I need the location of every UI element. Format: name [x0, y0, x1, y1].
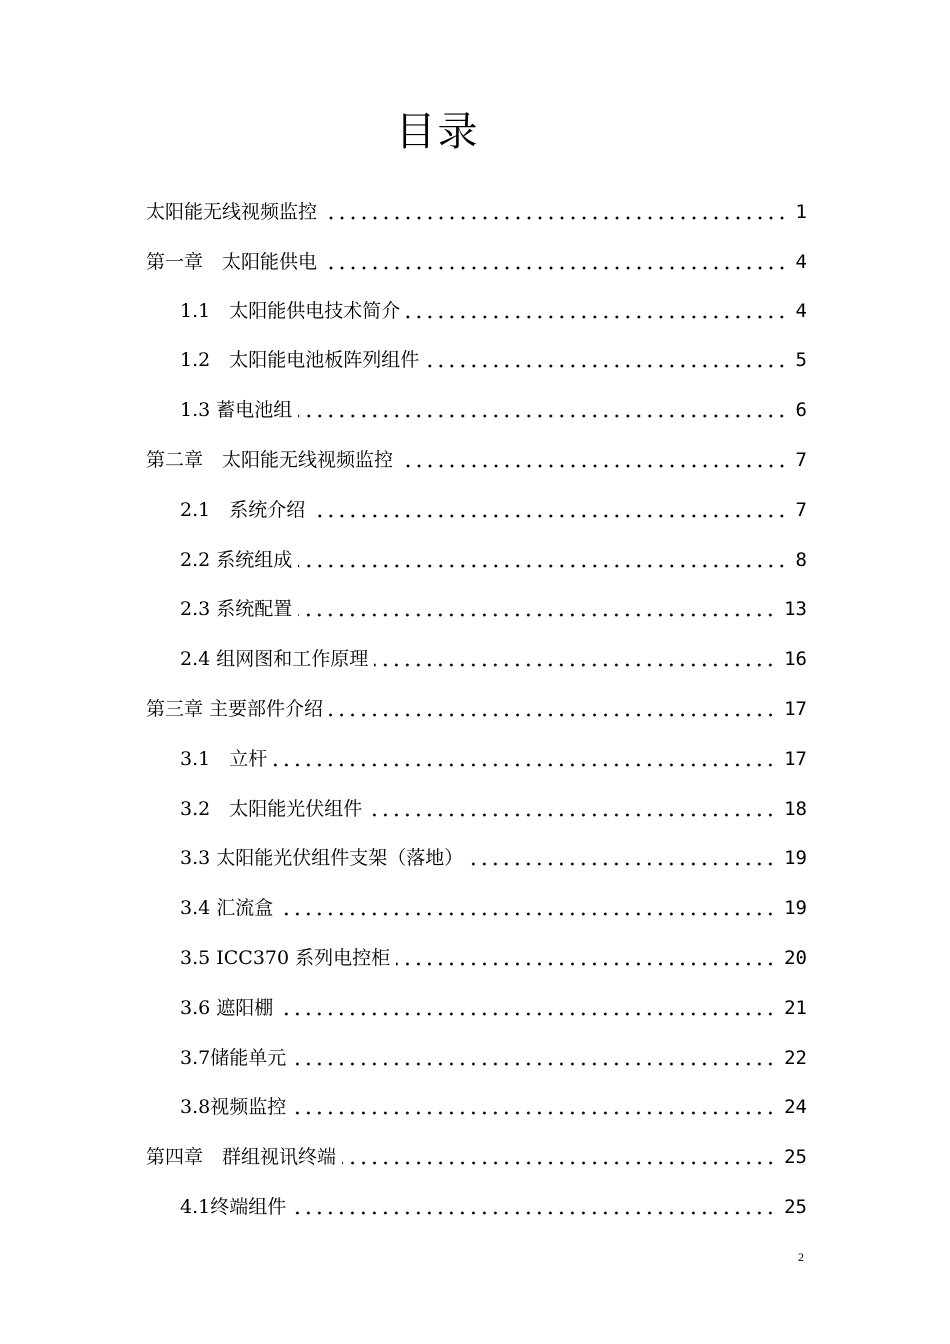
toc-entry[interactable]: [180, 1194, 807, 1220]
toc-entry-label: 3.7储能单元: [180, 1047, 287, 1069]
toc-entry-label: 第三章 主要部件介绍: [146, 698, 324, 720]
toc-entry[interactable]: [180, 796, 807, 822]
toc-entry[interactable]: [146, 249, 807, 275]
toc-entry-page: 24: [784, 1096, 807, 1118]
toc-entry[interactable]: [146, 696, 807, 722]
dot-leader: [273, 746, 776, 772]
toc-entry[interactable]: [146, 447, 807, 473]
toc-entry-label: 4.1终端组件: [180, 1196, 287, 1218]
toc-entry[interactable]: [180, 845, 807, 871]
toc-entry[interactable]: [180, 646, 807, 672]
dot-leader: [329, 696, 776, 722]
toc-entry-page: 4: [795, 300, 807, 322]
toc-entry-label: 太阳能无线视频监控: [146, 201, 318, 223]
toc-entry-label: 3.3 太阳能光伏组件支架（落地）: [180, 847, 464, 869]
dot-leader: [292, 1045, 776, 1071]
toc-entry[interactable]: [146, 1144, 807, 1170]
toc-entry[interactable]: [180, 995, 807, 1021]
toc-entry-page: 25: [784, 1146, 807, 1168]
dot-leader: [406, 298, 787, 324]
dot-leader: [425, 347, 787, 373]
toc-entry[interactable]: [180, 547, 807, 573]
toc-entry[interactable]: [180, 596, 807, 622]
dot-leader: [279, 995, 776, 1021]
toc-entry-label: 第一章 太阳能供电: [146, 251, 318, 273]
toc-entry-page: 22: [784, 1047, 807, 1069]
footer-page-number: 2: [798, 1250, 804, 1264]
toc-entry-label: 2.4 组网图和工作原理: [180, 648, 369, 670]
toc-entry-page: 17: [784, 698, 807, 720]
dot-leader: [342, 1144, 776, 1170]
toc-entry-page: 4: [795, 251, 807, 273]
toc-entry[interactable]: [146, 199, 807, 225]
toc-entry-page: 19: [784, 897, 807, 919]
dot-leader: [279, 895, 776, 921]
dot-leader: [292, 1094, 776, 1120]
toc-entry[interactable]: [180, 347, 807, 373]
toc-entry-page: 5: [795, 349, 807, 371]
toc-entry[interactable]: [180, 298, 807, 324]
toc-entry-label: 第四章 群组视讯终端: [146, 1146, 337, 1168]
toc-entry-page: 7: [795, 449, 807, 471]
toc-entry-page: 18: [784, 798, 807, 820]
toc-entry-page: 16: [784, 648, 807, 670]
toc-entry[interactable]: [180, 1045, 807, 1071]
toc-entry-label: 2.1 系统介绍: [180, 499, 306, 521]
toc-entry-label: 3.2 太阳能光伏组件: [180, 798, 363, 820]
toc-entry[interactable]: [180, 746, 807, 772]
toc-entry-label: 3.8视频监控: [180, 1096, 287, 1118]
toc-entry-page: 25: [784, 1196, 807, 1218]
toc-entry-page: 13: [784, 598, 807, 620]
toc-entry-page: 19: [784, 847, 807, 869]
toc-entry[interactable]: [180, 1094, 807, 1120]
dot-leader: [396, 945, 776, 971]
dot-leader: [298, 547, 787, 573]
toc-entry-page: 21: [784, 997, 807, 1019]
page-title: 目录: [395, 109, 480, 155]
toc-entry[interactable]: [180, 895, 807, 921]
dot-leader: [368, 796, 776, 822]
toc-entry-page: 1: [795, 201, 807, 223]
toc-entry-label: 3.4 汇流盒: [180, 897, 274, 919]
toc-entry-label: 3.6 遮阳棚: [180, 997, 274, 1019]
toc-entry-page: 8: [795, 549, 807, 571]
toc-entry-label: 2.3 系统配置: [180, 598, 293, 620]
toc-entry-label: 1.3 蓄电池组: [180, 399, 293, 421]
toc-entry-page: 20: [784, 947, 807, 969]
dot-leader: [292, 1194, 776, 1220]
toc-entry-page: 7: [795, 499, 807, 521]
dot-leader: [298, 596, 776, 622]
toc-entry-label: 第二章 太阳能无线视频监控: [146, 449, 394, 471]
toc-entry-label: 1.2 太阳能电池板阵列组件: [180, 349, 420, 371]
dot-leader: [469, 845, 776, 871]
dot-leader: [323, 249, 788, 275]
toc-entry-label: 1.1 太阳能供电技术简介: [180, 300, 401, 322]
toc-entry[interactable]: [180, 397, 807, 423]
toc-entry-label: 3.5 ICC370 系列电控柜: [180, 947, 391, 969]
toc-entry-page: 6: [795, 399, 807, 421]
dot-leader: [374, 646, 776, 672]
toc-entry[interactable]: [180, 497, 807, 523]
dot-leader: [298, 397, 787, 423]
toc-entry-page: 17: [784, 748, 807, 770]
dot-leader: [399, 447, 788, 473]
toc-entry-label: 3.1 立杆: [180, 748, 268, 770]
dot-leader: [323, 199, 788, 225]
toc-entry-label: 2.2 系统组成: [180, 549, 293, 571]
toc-entry[interactable]: [180, 945, 807, 971]
dot-leader: [311, 497, 787, 523]
